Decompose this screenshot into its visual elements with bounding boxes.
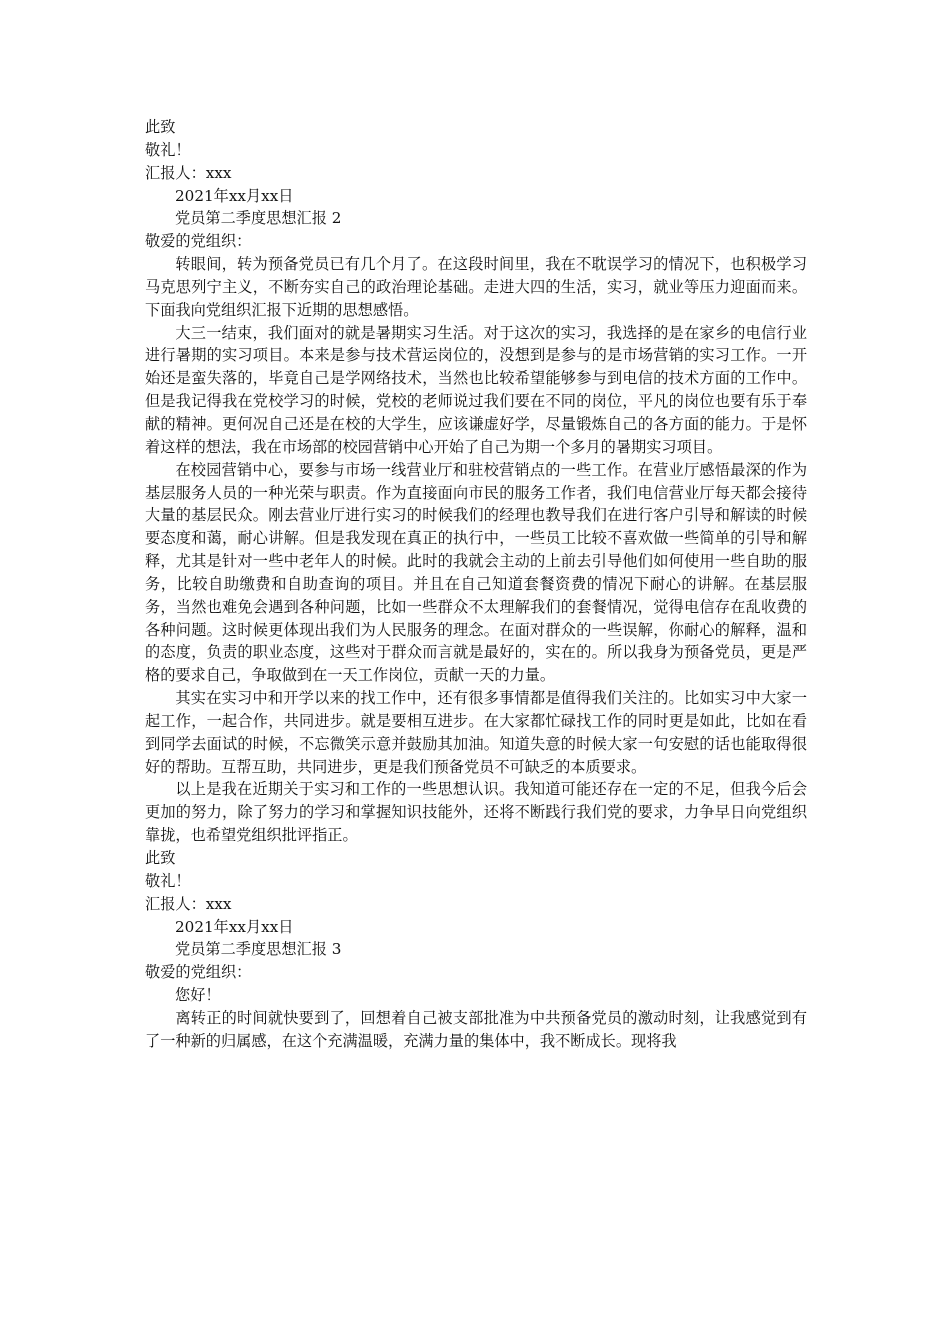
body-paragraph: 以上是我在近期关于实习和工作的一些思想认识。我知道可能还存在一定的不足，但我今后会更加的努力，除了努力的学习和掌握知识技能外，还将不断践行我们党的要求，力争早日向党组织靠拢，也希望党组织批评指正。 [145,780,807,845]
section-title: 党员第二季度思想汇报 2 [175,209,342,228]
date-line: 2021年xx月xx日 [175,917,294,936]
section-title: 党员第二季度思想汇报 3 [175,940,342,959]
reporter-line: 汇报人：xxx [145,163,232,182]
greeting-line: 敬爱的党组织： [145,232,252,251]
body-paragraph: 大三一结束，我们面对的就是暑期实习生活。对于这次的实习，我选择的是在家乡的电信行业进行暑期的实习项目。本来是参与技术营运岗位的，没想到是参与的是市场营销的实习工作。一开始还是蛮失落的，毕竟自己是学网络技术，当然也比较希望能够参与到电信的技术方面的工作中。但是我记得我在党校学习的时候，党校的老师说过我们要在不同的岗位，平凡的岗位也要有乐于奉献的精神。更何况自己还是在校的大学生，应该谦虚好学，尽量锻炼自己的各方面的能力。于是怀着这样的想法，我在市场部的校园营销中心开始了自己为期一个多月的暑期实习项目。 [145,323,807,456]
body-paragraph: 在校园营销中心，要参与市场一线营业厅和驻校营销点的一些工作。在营业厅感悟最深的作为基层服务人员的一种光荣与职责。作为直接面向市民的服务工作者，我们电信营业厅每天都会接待大量的基层民众。刚去营业厅进行实习的时候我们的经理也教导我们在进行客户引导和解读的时候要态度和蔼，耐心讲解。但是我发现在真正的执行中，一些员工比较不喜欢做一些简单的引导和解释，尤其是针对一些中老年人的时候。此时的我就会主动的上前去引导他们如何使用一些自助的服务，比较自助缴费和自助查询的项目。并且在自己知道套餐资费的情况下耐心的讲解。在基层服务，当然也难免会遇到各种问题，比如一些群众不太理解我们的套餐情况，觉得电信存在乱收费的各种问题。这时候更体现出我们为人民服务的理念。在面对群众的一些误解，你耐心的解释，温和的态度，负责的职业态度，这些对于群众而言就是最好的，实在的。所以我身为预备党员，更是严格的要求自己，争取做到在一天工作岗位，贡献一天的力量。 [145,460,807,685]
salute-text: 敬礼！ [145,140,191,159]
closing-text: 此致 [145,849,176,867]
hello-line: 您好！ [175,986,221,1005]
date-line: 2021年xx月xx日 [175,186,294,205]
document-body [145,116,807,1053]
body-paragraph: 其实在实习中和开学以来的找工作中，还有很多事情都是值得我们关注的。比如实习中大家一起工作，一起合作，共同进步。就是要相互进步。在大家都忙碌找工作的同时更是如此，比如在看到同学去面试的时候，不忘微笑示意并鼓励其加油。知道失意的时候大家一句安慰的话也能取得很好的帮助。互帮互助，共同进步，更是我们预备党员不可缺乏的本质要求。 [145,689,807,776]
greeting-line: 敬爱的党组织： [145,963,252,982]
salute-text: 敬礼！ [145,871,191,890]
reporter-line: 汇报人：xxx [145,894,232,913]
body-paragraph: 转眼间，转为预备党员已有几个月了。在这段时间里，我在不耽误学习的情况下，也积极学习马克思列宁主义，不断夯实自己的政治理论基础。走进大四的生活，实习，就业等压力迎面而来。下面我向党组织汇报下近期的思想感悟。 [145,255,807,319]
body-paragraph: 离转正的时间就快要到了，回想着自己被支部批准为中共预备党员的激动时刻，让我感觉到有了一种新的归属感，在这个充满温暖，充满力量的集体中，我不断成长。现将我 [145,1008,807,1050]
closing-text: 此致 [145,118,176,136]
